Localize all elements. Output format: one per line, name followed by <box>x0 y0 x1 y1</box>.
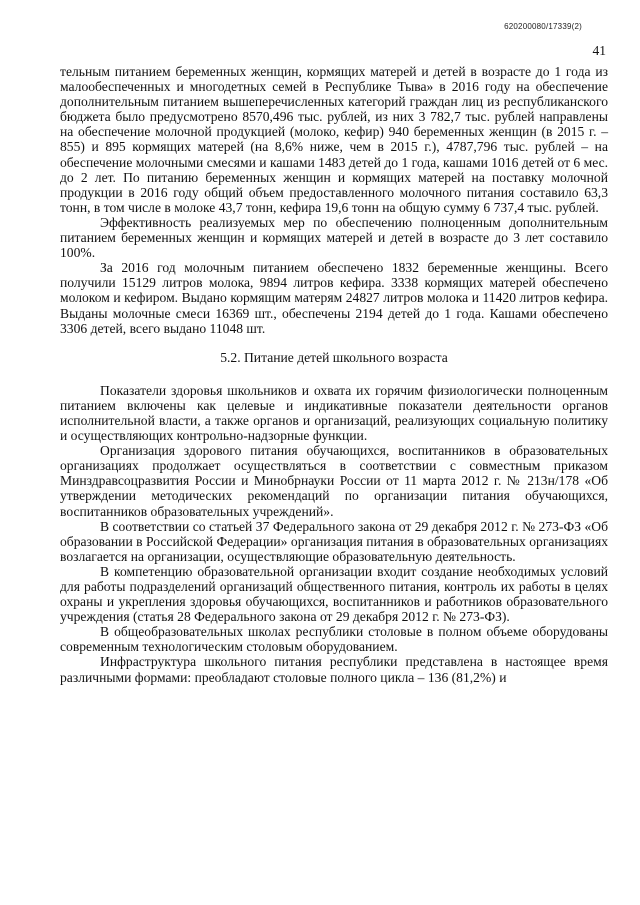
paragraph: Инфраструктура школьного питания республики представлена в настоящее время различными формами: преобладают столовые полного цикла – 136 (81,2%) и <box>60 654 608 685</box>
paragraph: Эффективность реализуемых мер по обеспечению полноценным дополнительным питанием беременных женщин и кормящих матерей и детей в возрасте до 3 лет составило 100%. <box>60 214 608 261</box>
paragraph: В компетенцию образовательной организации входит создание необходимых условий для работы подразделений организаций общественного питания, контроль их работы в целях охраны и укрепления здоровья обучающихся, воспитанников и работников образовательного учреждения (статья 28 Федерального закона от 29 декабря 2012 г. № 273-ФЗ). <box>60 563 608 625</box>
body-text <box>60 64 608 685</box>
paragraph: В соответствии со статьей 37 Федерального закона от 29 декабря 2012 г. № 273-ФЗ «Об образовании в Российской Федерации» организация питания в образовательных организациях возлагается на организации, осуществляющие образовательную деятельность. <box>60 518 608 564</box>
paragraph: В общеобразовательных школах республики столовые в полном объеме оборудованы современным технологическим столовым оборудованием. <box>60 624 608 655</box>
document-id: 620200080/17339(2) <box>504 22 582 31</box>
paragraph-continuation: тельным питанием беременных женщин, кормящих матерей и детей в возрасте до 1 года из малообеспеченных и многодетных семей в Республике Тыва» в 2016 году на обеспечение дополнительным питанием вышеперечисленных категорий граждан лиц из республиканского бюджета было предусмотрено 8570,496 тыс. рублей, из них 3 782,7 тыс. рублей направлены на обеспечение молочной продукцией (молоко, кефир) 940 беременных женщин (в 2015 г. – 855) и 895 кормящих матерей (на 8,6% ниже, чем в 2015 г.), 4787,796 тыс. рублей – на обеспечение молочными смесями и кашами 1483 детей до 1 года, кашами 1016 детей от 6 мес. до 2 лет. По питанию беременных женщин и кормящих матерей на поставку молочной продукции в 2016 году общий объем предоставленного молочного питания составило 63,3 тонн, в том числе в молоке 43,7 тонн, кефира 19,6 тонн на общую сумму 6 737,4 тыс. рублей. <box>60 64 609 215</box>
paragraph: Показатели здоровья школьников и охвата их горячим физиологически полноценным питанием включены как целевые и индикативные показатели деятельности органов исполнительной власти, а также органов и организаций, реализующих социальную политику и осуществляющих контрольно-надзорные функции. <box>60 382 608 444</box>
paragraph: За 2016 год молочным питанием обеспечено 1832 беременные женщины. Всего получили 15129 литров молока, 9894 литров кефира. 3338 кормящих матерей обеспечено молоком и кефиром. Выдано кормящим матерям 24827 литров молока и 11420 литров кефира. Выданы молочные смеси 16369 шт., обеспечены 2194 детей до 1 года. Кашами обеспечено 3306 детей, всего выдано 11048 шт. <box>60 260 608 336</box>
section-heading: 5.2. Питание детей школьного возраста <box>220 349 448 365</box>
paragraph: Организация здорового питания обучающихся, воспитанников в образовательных организациях продолжает осуществляться в соответствии с совместным приказом Минздравсоцразвития России и Минобрнауки России от 11 марта 2012 г. № 213н/178 «Об утверждении методических рекомендаций по организации питания обучающихся, воспитанников образовательных учреждений». <box>60 443 608 519</box>
page-number: 41 <box>592 43 606 58</box>
